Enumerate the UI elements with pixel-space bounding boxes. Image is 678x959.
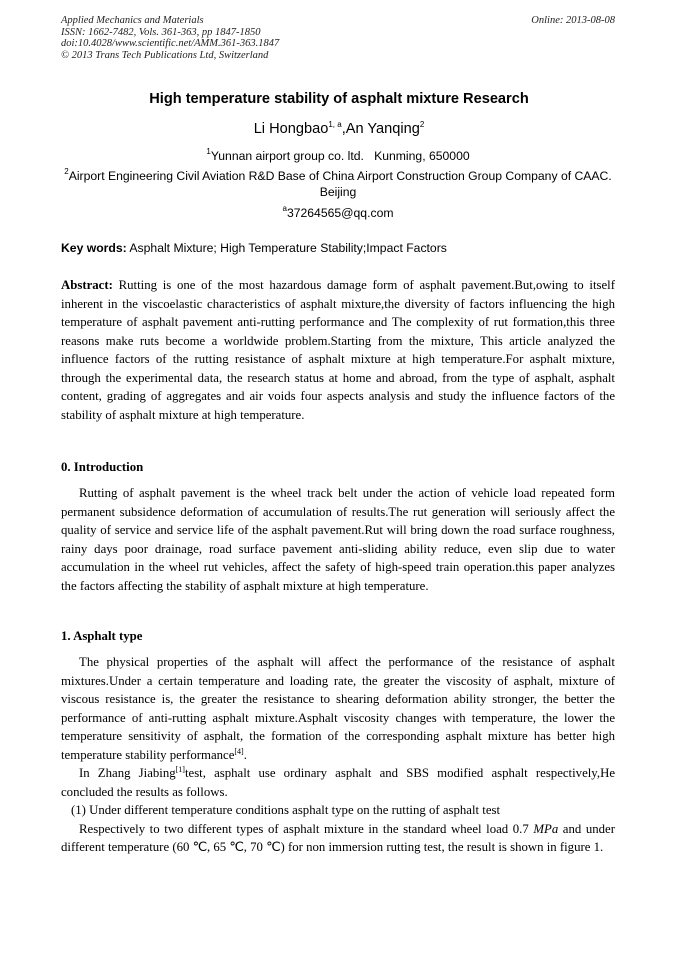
online-date: Online: 2013-08-08 [531, 15, 615, 26]
abstract-label: Abstract: [61, 278, 113, 292]
section-0-paragraph: Rutting of asphalt pavement is the wheel track belt under the action of vehicle load repeated form permanent subsidence deformation of accumulation of results.The rut generation will seriously affect the quality of service and service life of the asphalt pavement.Rut will bring down the road surface roughness, rainy days poor drainage, road surface pavement anti-sliding ability reduce, even slip due to water accumulation in the wheel rut vehicles, affect the safety of high-speed train operation.this paper analyzes the factors affecting the stability of asphalt mixture at high temperature. [61, 486, 615, 593]
section-1-p4-text-a: Respectively to two different types of asphalt mixture in the standard wheel load 0.7 [79, 821, 534, 836]
keywords [61, 241, 615, 255]
affiliation-2 [61, 167, 622, 200]
section-1-p4-text-b: and under different temperature (60 ℃, 65 ℃, 70 ℃) for non immersion rutting test, the result is shown in figure 1. [61, 821, 615, 854]
section-1-paragraph-3: (1) Under different temperature conditions asphalt type on the rutting of asphalt test [71, 803, 501, 817]
section-0-body [61, 484, 615, 595]
section-1-p2-text-b: test, asphalt use ordinary asphalt and SBS modified asphalt respectively,He concluded the results as follows. [61, 766, 615, 799]
pressure-unit: MPa [533, 821, 559, 836]
author-line [0, 121, 678, 137]
journal-name: Applied Mechanics and Materials [61, 15, 204, 26]
section-1-p1-text: The physical properties of the asphalt will affect the performance of the resistance of asphalt mixtures.Under a certain temperature and loading rate, the greater the viscosity of asphalt, mixture of viscous resistance is, the greater the resistance to shearing deformation ability stronger, the better the performance of anti-rutting asphalt mixture.Asphalt viscosity changes with temperature, the lower the temperature sensitivity of asphalt, the formation of the corresponding asphalt mixture has better high temperature stability performance [61, 655, 615, 762]
affiliation-1-sup: 1 [206, 147, 211, 156]
journal-header [61, 15, 615, 61]
citation-4: [4] [234, 746, 244, 756]
keywords-text: Asphalt Mixture; High Temperature Stability;Impact Factors [126, 241, 447, 255]
section-1-p1-end: . [243, 747, 247, 762]
abstract [61, 276, 615, 424]
author-1-name: Li Hongbao [253, 121, 329, 137]
section-1-paragraph-4 [61, 820, 615, 857]
section-1-heading: 1. Asphalt type [61, 629, 143, 643]
affiliation-2-text: Airport Engineering Civil Aviation R&D Base of China Airport Construction Group Company of CAAC. Beijing [68, 169, 622, 199]
email-text: 37264565@qq.com [286, 206, 394, 220]
abstract-text: Rutting is one of the most hazardous damage form of asphalt pavement.But,owing to itself inherent in the viscoelastic characteristics of asphalt mixture,the diversity of factors influencing the high temperature of asphalt pavement anti-rutting performance and The complexity of rut formation,this three reasons make ruts become a worldwide problem.Starting from the mixture, This article analyzed the influence factors of the rutting resistance of asphalt mixture at high temperature.For asphalt mixture, through the experimental data, the research status at home and abroad, from the type of asphalt, asphalt content, grading of aggregates and air voids four aspects analysis and study the influence factors of the stability of asphalt mixture at high temperature. [61, 278, 615, 422]
author-2-name: ,An Yanqing [341, 121, 420, 137]
section-0-heading: 0. Introduction [61, 460, 144, 474]
section-1-p2-text-a: In Zhang Jiabing [79, 766, 176, 780]
author-1-sup: 1, a [328, 120, 342, 129]
affiliation-1-text: Yunnan airport group co. ltd. Kunming, 650000 [210, 149, 470, 163]
keywords-label: Key words: [61, 241, 127, 255]
issn-line: ISSN: 1662-7482, Vols. 361-363, pp 1847-1850 [61, 26, 261, 38]
copyright-line: © 2013 Trans Tech Publications Ltd, Switzerland [61, 49, 269, 61]
email-sup: a [282, 204, 287, 213]
doi-line: doi:10.4028/www.scientific.net/AMM.361-363.1847 [61, 38, 280, 50]
affiliation-2-sup: 2 [64, 167, 69, 176]
paper-title: High temperature stability of asphalt mixture Research [149, 91, 529, 107]
affiliation-1 [61, 148, 615, 164]
author-2-sup: 2 [419, 120, 425, 129]
section-1-paragraph-2 [61, 764, 615, 801]
section-1-body [61, 653, 615, 857]
author-email [61, 205, 615, 221]
section-1-paragraph-1 [61, 653, 615, 764]
citation-1: [1] [175, 765, 185, 774]
